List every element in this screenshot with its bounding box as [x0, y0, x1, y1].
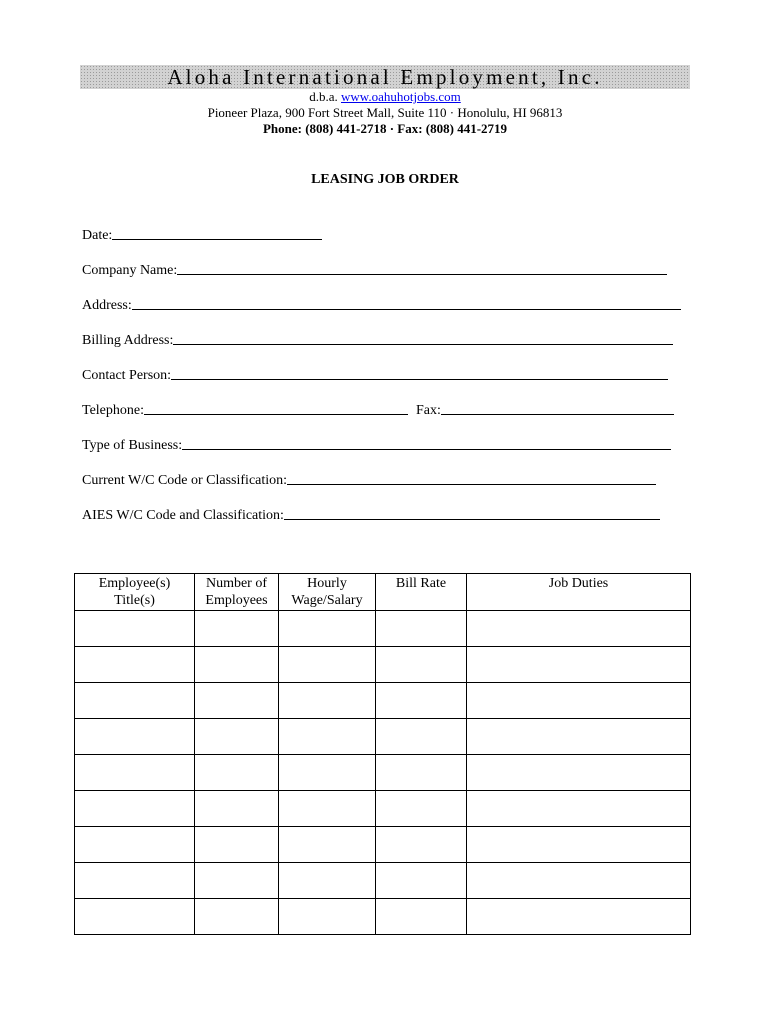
billing-address-label: Billing Address:: [82, 333, 174, 348]
cell-job-duties[interactable]: [467, 683, 691, 719]
cell-number-of-employees[interactable]: [195, 647, 279, 683]
cell-job-duties[interactable]: [467, 899, 691, 935]
cell-hourly-wage[interactable]: [279, 899, 376, 935]
company-name-field: [82, 259, 667, 279]
address-field: [82, 294, 681, 314]
cell-hourly-wage[interactable]: [279, 647, 376, 683]
column-header-job-duties: Job Duties: [467, 574, 691, 611]
cell-job-duties[interactable]: [467, 791, 691, 827]
table-row: [75, 899, 691, 935]
dba-line: [0, 89, 770, 105]
cell-job-duties[interactable]: [467, 611, 691, 647]
current-wc-label: Current W/C Code or Classification:: [82, 473, 288, 488]
cell-bill-rate[interactable]: [376, 791, 467, 827]
table-row: [75, 719, 691, 755]
column-header-bill-rate: Bill Rate: [376, 574, 467, 611]
table-row: [75, 755, 691, 791]
company-banner: [80, 65, 690, 89]
current-wc-line[interactable]: [287, 484, 656, 485]
aies-wc-label: AIES W/C Code and Classification:: [82, 508, 284, 523]
telephone-line[interactable]: [144, 414, 408, 415]
billing-address-line[interactable]: [173, 344, 673, 345]
column-header-hourly-wage: Hourly Wage/Salary: [279, 574, 376, 611]
contact-person-label: Contact Person:: [82, 368, 172, 383]
company-name-line[interactable]: [177, 274, 667, 275]
cell-bill-rate[interactable]: [376, 647, 467, 683]
cell-number-of-employees[interactable]: [195, 611, 279, 647]
address-label: Address:: [82, 298, 132, 313]
table-row: [75, 683, 691, 719]
column-header-number-of-employees: Number of Employees: [195, 574, 279, 611]
cell-bill-rate[interactable]: [376, 611, 467, 647]
cell-job-duties[interactable]: [467, 755, 691, 791]
cell-hourly-wage[interactable]: [279, 791, 376, 827]
cell-hourly-wage[interactable]: [279, 863, 376, 899]
cell-hourly-wage[interactable]: [279, 719, 376, 755]
fax-line[interactable]: [441, 414, 674, 415]
fax-label: Fax:: [416, 403, 441, 418]
cell-hourly-wage[interactable]: [279, 683, 376, 719]
cell-employee-titles[interactable]: [75, 791, 195, 827]
table-header-row: [75, 574, 691, 611]
table-row: [75, 791, 691, 827]
cell-job-duties[interactable]: [467, 647, 691, 683]
date-field: [82, 224, 322, 244]
cell-number-of-employees[interactable]: [195, 899, 279, 935]
table-row: [75, 647, 691, 683]
cell-job-duties[interactable]: [467, 827, 691, 863]
company-address: Pioneer Plaza, 900 Fort Street Mall, Suite 110 · Honolulu, HI 96813: [207, 105, 563, 120]
company-contact: Phone: (808) 441-2718 · Fax: (808) 441-2719: [262, 121, 508, 136]
cell-bill-rate[interactable]: [376, 755, 467, 791]
company-name-label: Company Name:: [82, 263, 178, 278]
type-of-business-field: [82, 434, 671, 454]
aies-wc-line[interactable]: [284, 519, 660, 520]
cell-hourly-wage[interactable]: [279, 827, 376, 863]
cell-employee-titles[interactable]: [75, 899, 195, 935]
aies-wc-field: [82, 504, 660, 524]
address-line[interactable]: [132, 309, 681, 310]
table-row: [75, 827, 691, 863]
website-link[interactable]: www.oahuhotjobs.com: [341, 89, 461, 104]
type-of-business-line[interactable]: [182, 449, 671, 450]
cell-employee-titles[interactable]: [75, 647, 195, 683]
cell-employee-titles[interactable]: [75, 683, 195, 719]
cell-number-of-employees[interactable]: [195, 755, 279, 791]
cell-employee-titles[interactable]: [75, 755, 195, 791]
contact-person-line[interactable]: [171, 379, 668, 380]
cell-employee-titles[interactable]: [75, 611, 195, 647]
cell-number-of-employees[interactable]: [195, 683, 279, 719]
date-label: Date:: [82, 228, 113, 243]
form-title: LEASING JOB ORDER: [311, 172, 459, 187]
cell-number-of-employees[interactable]: [195, 791, 279, 827]
type-of-business-label: Type of Business:: [82, 438, 183, 453]
table-row: [75, 863, 691, 899]
cell-bill-rate[interactable]: [376, 719, 467, 755]
contact-person-field: [82, 364, 668, 384]
telephone-label: Telephone:: [82, 403, 144, 418]
dba-prefix: d.b.a.: [309, 89, 338, 104]
billing-address-field: [82, 329, 673, 349]
column-header-employee-titles: Employee(s) Title(s): [75, 574, 195, 611]
cell-employee-titles[interactable]: [75, 719, 195, 755]
cell-number-of-employees[interactable]: [195, 863, 279, 899]
cell-job-duties[interactable]: [467, 719, 691, 755]
current-wc-field: [82, 469, 656, 489]
table-row: [75, 611, 691, 647]
cell-hourly-wage[interactable]: [279, 755, 376, 791]
telephone-field: [82, 399, 674, 419]
cell-bill-rate[interactable]: [376, 683, 467, 719]
cell-bill-rate[interactable]: [376, 827, 467, 863]
job-order-table: [74, 573, 691, 935]
cell-number-of-employees[interactable]: [195, 719, 279, 755]
cell-number-of-employees[interactable]: [195, 827, 279, 863]
cell-hourly-wage[interactable]: [279, 611, 376, 647]
cell-employee-titles[interactable]: [75, 827, 195, 863]
cell-job-duties[interactable]: [467, 863, 691, 899]
cell-employee-titles[interactable]: [75, 863, 195, 899]
cell-bill-rate[interactable]: [376, 899, 467, 935]
company-name: Aloha International Employment, Inc.: [167, 65, 603, 89]
date-line[interactable]: [112, 239, 322, 240]
cell-bill-rate[interactable]: [376, 863, 467, 899]
